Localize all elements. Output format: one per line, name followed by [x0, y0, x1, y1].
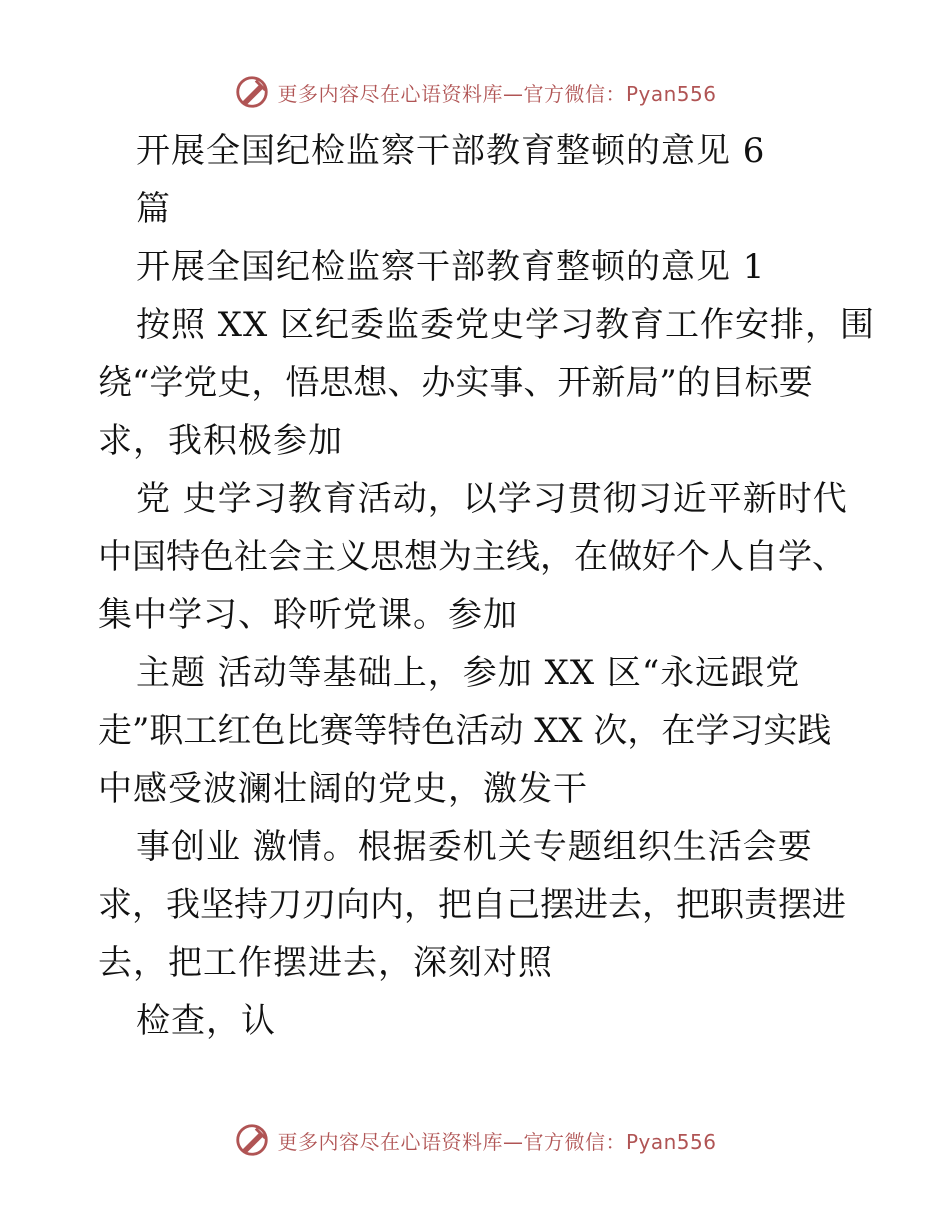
- paragraph-line: 事创业 激情。根据委机关专题组织生活会要: [136, 827, 813, 867]
- paragraph-line: 中感受波澜壮阔的党史，激发干: [98, 769, 588, 809]
- section-heading: 开展全国纪检监察干部教育整顿的意见 1: [136, 247, 766, 287]
- header-watermark: [0, 70, 950, 114]
- pen-logo-icon: [233, 73, 271, 111]
- doc-title-line: 篇: [136, 189, 171, 229]
- paragraph-line: 按照 XX 区纪委监委党史学习教育工作安排，围: [136, 305, 876, 345]
- paragraph-line: 检查，认: [136, 1001, 276, 1041]
- document-body: [98, 122, 876, 1050]
- paragraph-line: 走”职工红色比赛等特色活动 XX 次，在学习实践: [98, 711, 832, 751]
- paragraph-line: 绕“学党史，悟思想、办实事、开新局”的目标要: [98, 363, 813, 403]
- footer-watermark: [0, 1118, 950, 1162]
- watermark-text: 更多内容尽在心语资料库—官方微信：Pyan556: [277, 81, 717, 106]
- watermark-text: 更多内容尽在心语资料库—官方微信：Pyan556: [277, 1129, 717, 1154]
- paragraph-line: 中国特色社会主义思想为主线，在做好个人自学、: [98, 537, 846, 577]
- paragraph-line: 求，我坚持刀刃向内，把自己摆进去，把职责摆进: [98, 885, 846, 925]
- doc-title-line: 开展全国纪检监察干部教育整顿的意见 6: [136, 131, 766, 171]
- paragraph-line: 去，把工作摆进去，深刻对照: [98, 943, 553, 983]
- paragraph-line: 集中学习、聆听党课。参加: [98, 595, 518, 635]
- pen-logo-icon: [233, 1121, 271, 1159]
- paragraph-line: 主题 活动等基础上，参加 XX 区“永远跟党: [136, 653, 801, 693]
- paragraph-line: 求，我积极参加: [98, 421, 343, 461]
- paragraph-line: 党 史学习教育活动，以学习贯彻习近平新时代: [136, 479, 848, 519]
